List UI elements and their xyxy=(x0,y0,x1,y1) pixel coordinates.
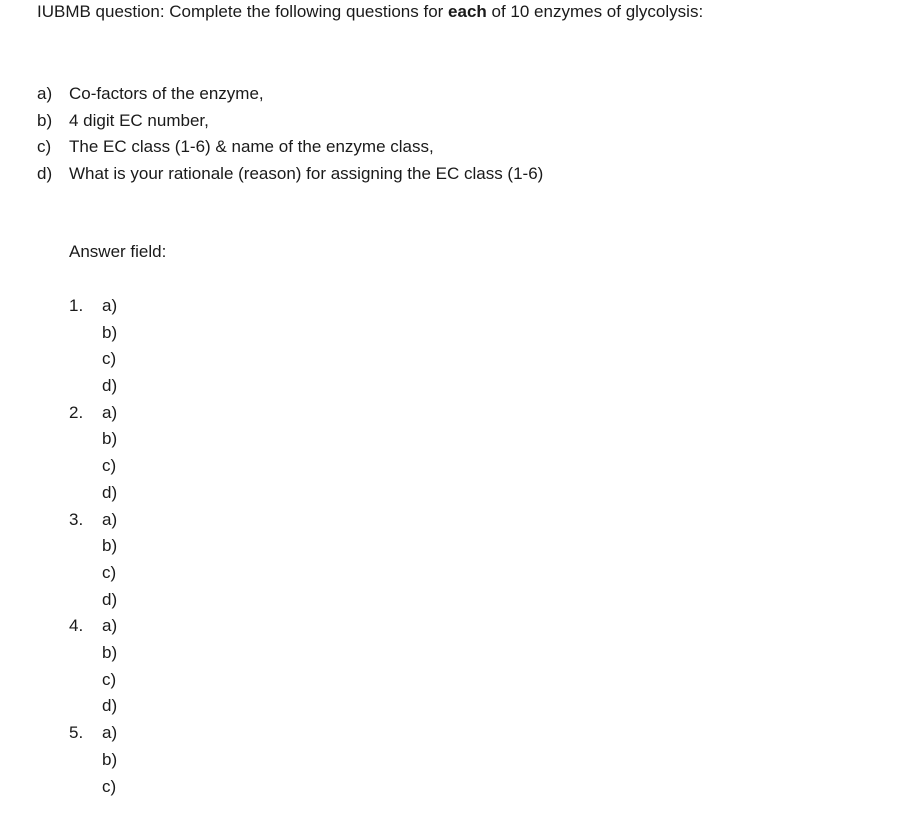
question-letter: c) xyxy=(37,137,52,157)
answer-sub-item[interactable]: b) xyxy=(102,322,118,342)
answer-sub-item[interactable]: c) xyxy=(102,776,117,796)
answer-field-label: Answer field: xyxy=(69,242,167,261)
answer-sub-list xyxy=(102,507,117,614)
question-text: What is your rationale (reason) for assigning the EC class (1-6) xyxy=(69,164,544,184)
question-item xyxy=(37,81,543,108)
answer-sub-list xyxy=(102,400,117,507)
question-letter: b) xyxy=(37,110,53,130)
question-text: Co-factors of the enzyme, xyxy=(69,84,264,103)
answer-sub-item[interactable]: b) xyxy=(102,749,118,769)
question-item xyxy=(37,134,543,161)
answer-sub-item[interactable]: c) xyxy=(102,562,117,582)
answer-sub-list xyxy=(102,720,117,800)
question-item xyxy=(37,108,543,135)
answer-sub-item[interactable]: a) xyxy=(102,723,118,743)
answer-sub-item[interactable]: a) xyxy=(102,296,118,315)
title-emphasis: each xyxy=(448,2,487,21)
question-item xyxy=(37,161,543,188)
answer-sub-item[interactable]: a) xyxy=(102,509,118,529)
title-suffix: of 10 enzymes of glycolysis: xyxy=(486,2,704,21)
answer-sub-item[interactable]: b) xyxy=(102,536,118,556)
answer-number: 2. xyxy=(69,402,84,422)
answer-number: 4. xyxy=(69,616,84,636)
answer-number: 5. xyxy=(69,723,84,743)
answer-sub-list xyxy=(102,613,117,720)
answer-number: 1. xyxy=(69,296,84,315)
question-letter: d) xyxy=(37,164,53,184)
answer-sub-item[interactable]: a) xyxy=(102,402,118,422)
page-title xyxy=(37,0,703,24)
answer-sub-item[interactable]: c) xyxy=(102,456,117,476)
answer-sub-item[interactable]: b) xyxy=(102,643,118,663)
answer-sub-list xyxy=(102,293,117,400)
question-letter: a) xyxy=(37,84,53,103)
question-text: 4 digit EC number, xyxy=(69,110,209,130)
question-text: The EC class (1-6) & name of the enzyme class, xyxy=(69,137,434,157)
answer-number: 3. xyxy=(69,509,84,529)
answer-sub-item[interactable]: d) xyxy=(102,589,118,609)
answer-sub-item[interactable]: d) xyxy=(102,482,118,502)
answer-sub-item[interactable]: c) xyxy=(102,669,117,689)
question-list xyxy=(37,81,543,188)
answer-sub-item[interactable]: d) xyxy=(102,376,118,396)
answer-sub-item[interactable]: d) xyxy=(102,696,118,716)
title-prefix: IUBMB question: Complete the following questions for xyxy=(37,2,449,21)
answer-sub-item[interactable]: a) xyxy=(102,616,118,636)
answer-sub-item[interactable]: c) xyxy=(102,349,117,369)
answer-sub-item[interactable]: b) xyxy=(102,429,118,449)
